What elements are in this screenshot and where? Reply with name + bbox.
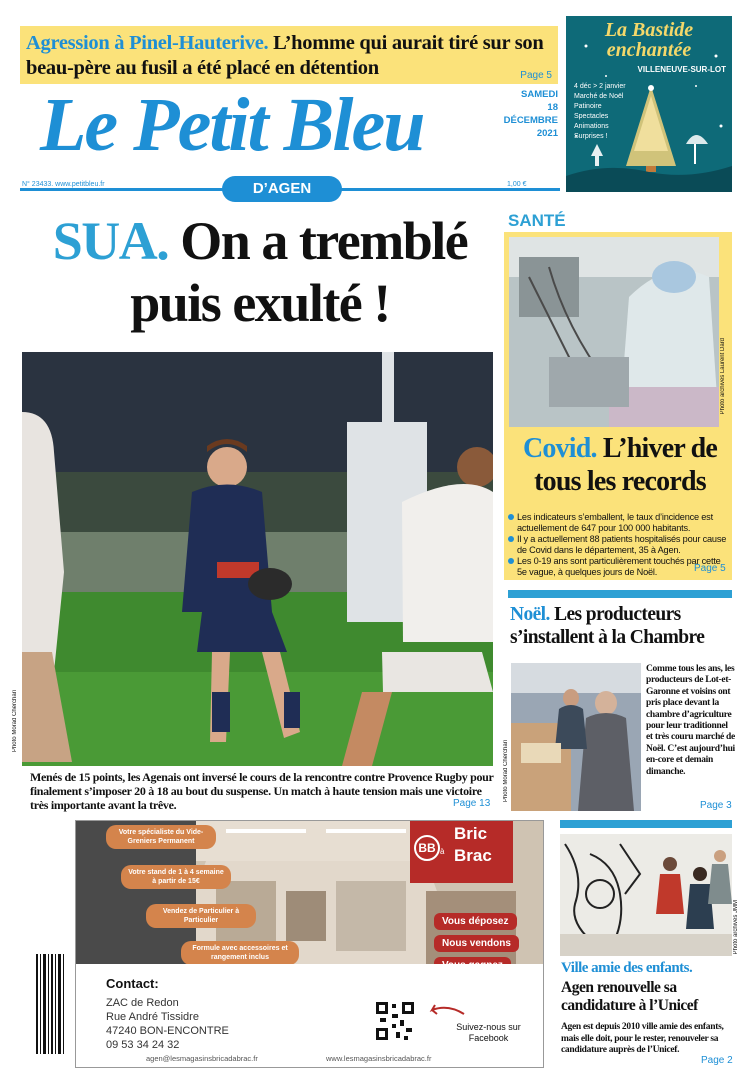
ville-kicker[interactable]: Ville amie des enfants.	[561, 960, 693, 976]
masthead-date	[500, 88, 558, 140]
ad-bastide-enchantee[interactable]	[566, 16, 732, 192]
bric-contact	[76, 964, 543, 1067]
ad-bric-button: Vous déposez	[434, 913, 517, 930]
arrow-icon	[426, 1002, 466, 1018]
ad-bastide-line: Marché de Noël	[574, 93, 624, 100]
bric-logo-line2: Brac	[454, 846, 492, 865]
noel-headline-text: Les producteurs s’installent à la Chambre	[510, 604, 705, 648]
main-caption: Menés de 15 points, les Agenais ont inversé le cours de la rencontre contre Provence Rugby pour finalement s’imposer 20 à 18 au bout du suspense. Un match à haute tension mais une victoire très importante avant la trêve.	[30, 770, 494, 812]
ville-page[interactable]: Page 2	[701, 1055, 733, 1066]
address-line: ZAC de Redon	[106, 997, 179, 1009]
covid-bullet-text: Les 0-19 ans sont particulièrement touchés par cette 5e vague, à quelques jours de Noël.	[517, 556, 721, 577]
ad-bric-pill: Formule avec accessoires et rangement inclus	[181, 941, 299, 965]
sante-label: SANTÉ	[508, 211, 566, 230]
top-banner-page: Page 5	[520, 70, 552, 81]
ad-bric-pill: Votre stand de 1 à 4 semaine à partir de 15€	[121, 865, 231, 889]
ville-photo[interactable]	[560, 834, 732, 956]
ad-bastide-line: Spectacles	[574, 113, 609, 120]
main-headline-line2: puis exulté !	[130, 273, 390, 333]
barcode-icon	[22, 950, 68, 1060]
issue-number: N° 23433. www.petitbleu.fr	[22, 181, 109, 188]
edition-badge: D’AGEN	[222, 176, 342, 202]
noel-page[interactable]: Page 3	[700, 800, 732, 811]
masthead-title[interactable]: Le Petit Bleu	[40, 83, 424, 167]
main-headline-line1	[20, 210, 500, 272]
ville-headline[interactable]: Agen renouvelle sa candidature à l’Unicef	[561, 979, 698, 1014]
rugby-photo-illustration	[22, 352, 493, 766]
ad-bastide-line: Surprises !	[574, 133, 608, 140]
ad-bastide-line: Animations	[574, 123, 609, 130]
noel-headline[interactable]	[510, 603, 734, 649]
contact-address	[106, 996, 229, 1052]
covid-bullet-text: Les indicateurs s’emballent, le taux d’incidence est actuellement de 647 pour 100 000 habitants.	[517, 512, 713, 533]
bullet-icon	[508, 514, 514, 520]
noel-text: Comme tous les ans, les producteurs de Lot-et-Garonne et voisins ont pris place devant la chambre d’agriculture pour leur traditionnel et très couru marché de Noël. C’est aujourd’hui en-core et demain dimanche.	[646, 664, 735, 777]
ad-bastide-title	[566, 20, 732, 60]
hospital-photo-illustration	[509, 237, 719, 427]
covid-headline-text: L’hiver de tous les records	[534, 433, 718, 497]
top-banner-text: L’homme qui aurait tiré sur son beau-père au fusil a été placé en détention	[26, 32, 544, 79]
ad-website: www.lesmagasinsbricadabrac.fr	[326, 1054, 432, 1063]
main-photo-credit: Photo Morad Cherchari	[12, 690, 18, 753]
noel-rule	[508, 590, 732, 598]
top-banner[interactable]	[20, 26, 558, 84]
covid-headline[interactable]	[508, 432, 732, 498]
main-photo[interactable]	[22, 352, 493, 766]
masthead-date-text: 18 DÉCEMBRE	[503, 102, 558, 126]
ad-bastide-date-range: 4 déc > 2 janvier	[574, 83, 626, 90]
ad-bric-a-brac[interactable]	[75, 820, 544, 1068]
noel-photo-credit: Photo Morad Cherchari	[503, 740, 509, 803]
main-headline[interactable]	[20, 210, 500, 334]
ad-bastide-dates	[574, 82, 626, 142]
ad-bastide-title-line2: enchantée	[606, 39, 692, 61]
top-banner-headline	[26, 31, 550, 81]
noel-kicker: Noël.	[510, 604, 550, 625]
main-kicker: SUA.	[52, 211, 169, 271]
ad-bric-button: Nous vendons	[434, 935, 519, 952]
bric-logo-small: à	[440, 847, 445, 856]
market-photo-illustration	[511, 663, 641, 811]
ville-rule	[560, 820, 732, 828]
bric-logo-line1: Bric	[454, 824, 488, 843]
masthead-year: 2021	[536, 128, 558, 139]
ad-bastide-line: Patinoire	[574, 103, 602, 110]
ad-bastide-title-line1: La Bastide	[604, 19, 694, 41]
covid-bullet	[508, 512, 728, 534]
price: 1,00 €	[507, 181, 527, 188]
main-page[interactable]: Page 13	[453, 798, 491, 809]
children-photo-illustration	[560, 834, 732, 956]
qr-code-icon	[374, 1000, 416, 1042]
bullet-icon	[508, 536, 514, 542]
bric-logo-icon: BB	[414, 835, 440, 861]
covid-photo[interactable]	[509, 237, 719, 427]
ville-text: Agen est depuis 2010 ville amie des enfants, mais elle doit, pour le rester, renouveler sa candidature auprès de l’Unicef.	[561, 1022, 724, 1056]
ad-bric-pill: Vendez de Particulier à Particulier	[146, 904, 256, 928]
address-line: 47240 BON-ENCONTRE	[106, 1025, 229, 1037]
phone: 09 53 34 24 32	[106, 1039, 180, 1051]
covid-photo-credit: Photo archives Laurent Dard	[720, 338, 726, 415]
main-headline-text1: On a tremblé	[180, 211, 468, 271]
contact-label: Contact:	[106, 976, 159, 991]
covid-page[interactable]: Page 5	[694, 563, 726, 574]
bullet-icon	[508, 558, 514, 564]
ad-bastide-location: VILLENEUVE-SUR-LOT	[637, 65, 726, 74]
covid-kicker: Covid.	[522, 433, 597, 464]
top-banner-kicker: Agression à Pinel-Hauterive.	[26, 32, 269, 54]
address-line: Rue André Tissidre	[106, 1011, 199, 1023]
ad-email: agen@lesmagasinsbricadabrac.fr	[146, 1054, 258, 1063]
covid-bullet-text: Il y a actuellement 88 patients hospitalisés pour cause de Covid dans le département, 35 à Agen.	[517, 534, 727, 555]
bric-logo	[410, 821, 513, 883]
noel-photo[interactable]	[511, 663, 641, 811]
masthead-day: SAMEDI	[521, 89, 558, 100]
ad-bric-pill: Votre spécialiste du Vide-Greniers Permanent	[106, 825, 216, 849]
follow-facebook: Suivez-nous sur Facebook	[456, 1022, 521, 1043]
ville-photo-credit: Photo archives JMM	[733, 900, 739, 955]
covid-bullet	[508, 534, 728, 556]
